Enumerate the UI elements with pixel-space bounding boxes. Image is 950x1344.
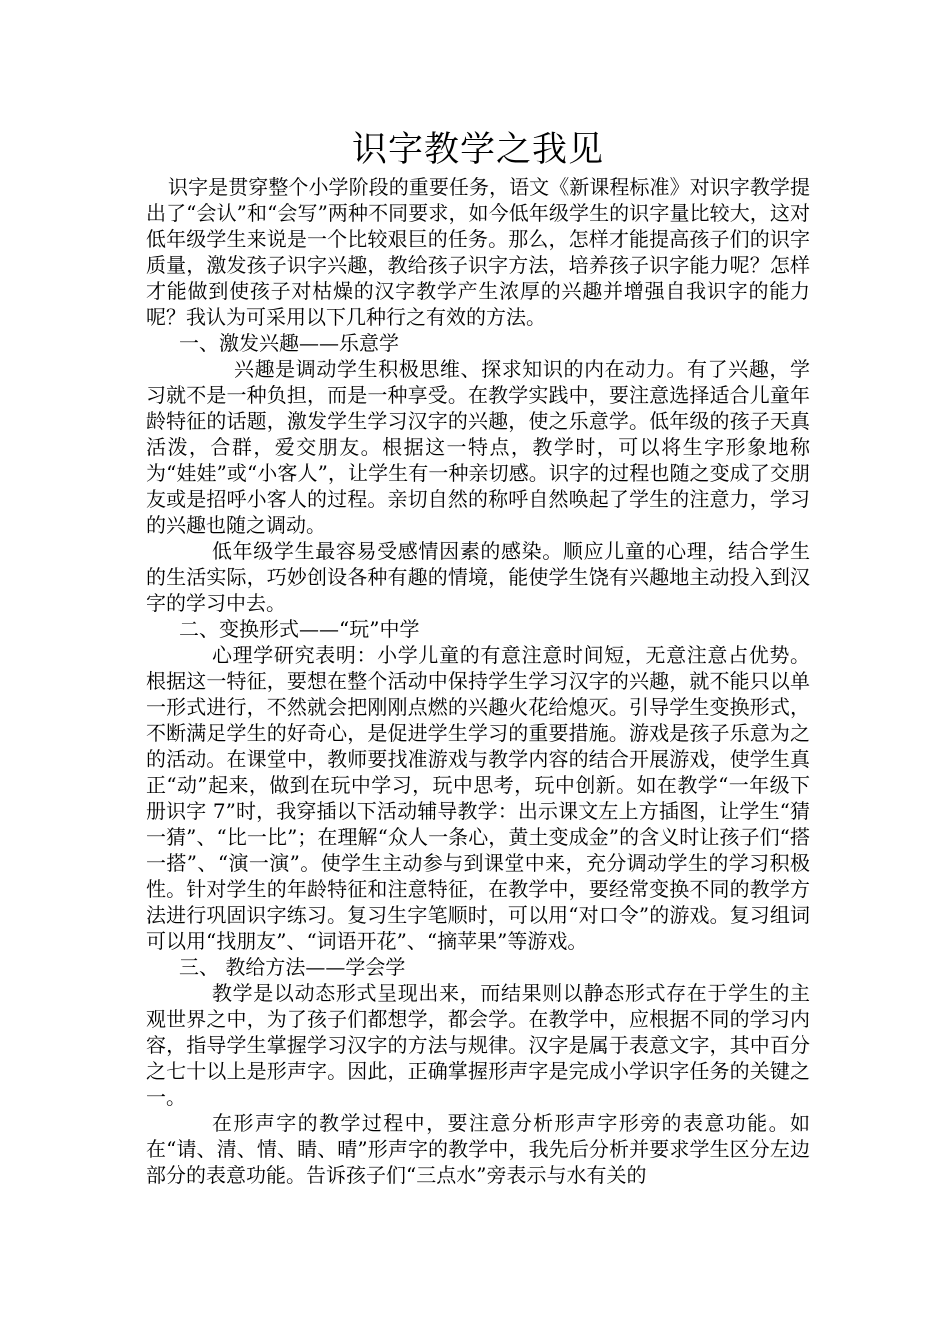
body-paragraph: 心理学研究表明：小学儿童的有意注意时间短，无意注意占优势。根据这一特征，要想在整个活动中保持学生学习汉字的兴趣，就不能只以单一形式进行，不然就会把刚刚点燃的兴趣火花给熄灭。引导学生变换形式，不断满足学生的好奇心，是促进学生学习的重要措施。游戏是孩子乐意为之的活动。在课堂中，教师要找准游戏与教学内容的结合开展游戏，使学生真正“动”起来，做到在玩中学习，玩中思考，玩中创新。如在教学“一年级下册识字 7”时，我穿插以下活动辅导教学：出示课文左上方插图，让学生“猜一猜”、“比一比”；在理解“众人一条心，黄土变成金”的含义时让孩子们“搭一搭”、“演一演”。使学生主动参与到课堂中来，充分调动学生的学习积极性。针对学生的年龄特征和注意特征，在教学中，要经常变换不同的教学方法进行巩固识字练习。复习生字笔顺时，可以用“对口令”的游戏。复习组词可以用“找朋友”、“词语开花”、“摘苹果”等游戏。 [146, 643, 810, 953]
section-heading-1: 一、激发兴趣——乐意学 [179, 331, 399, 355]
body-paragraph: 在形声字的教学过程中，要注意分析形声字形旁的表意功能。如在“请、清、情、睛、晴”形声字的教学中，我先后分析并要求学生区分左边部分的表意功能。告诉孩子们“三点水”旁表示与水有关的 [146, 1111, 810, 1187]
body-paragraph: 低年级学生最容易受感情因素的感染。顺应儿童的心理，结合学生的生活实际，巧妙创设各种有趣的情境，能使学生饶有兴趣地主动投入到汉字的学习中去。 [146, 539, 810, 615]
document-page [146, 126, 810, 1188]
body-paragraph: 教学是以动态形式呈现出来，而结果则以静态形式存在于学生的主观世界之中，为了孩子们都想学，都会学。在教学中，应根据不同的学习内容，指导学生掌握学习汉字的方法与规律。汉字是属于表意文字，其中百分之七十以上是形声字。因此，正确掌握形声字是完成小学识字任务的关键之一。 [146, 981, 810, 1109]
intro-paragraph: 识字是贯穿整个小学阶段的重要任务，语文《新课程标准》对识字教学提出了“会认”和“会写”两种不同要求，如今低年级学生的识字量比较大，这对低年级学生来说是一个比较艰巨的任务。那么，怎样才能提高孩子们的识字质量，激发孩子识字兴趣，教给孩子识字方法，培养孩子识字能力呢？怎样才能做到使孩子对枯燥的汉字教学产生浓厚的兴趣并增强自我识字的能力呢？我认为可采用以下几种行之有效的方法。 [146, 175, 810, 329]
body-paragraph: 兴趣是调动学生积极思维、探求知识的内在动力。有了兴趣，学习就不是一种负担，而是一种享受。在教学实践中，要注意选择适合儿童年龄特征的话题，激发学生学习汉字的兴趣，使之乐意学。低年级的孩子天真活泼，合群，爱交朋友。根据这一特点，教学时，可以将生字形象地称为“娃娃”或“小客人”，让学生有一种亲切感。识字的过程也随之变成了交朋友或是招呼小客人的过程。亲切自然的称呼自然唤起了学生的注意力，学习的兴趣也随之调动。 [146, 357, 810, 537]
section-heading-2: 二、变换形式——“玩”中学 [179, 617, 420, 641]
document-title: 识字教学之我见 [351, 130, 604, 170]
section-heading-3: 三、 教给方法——学会学 [179, 955, 406, 979]
